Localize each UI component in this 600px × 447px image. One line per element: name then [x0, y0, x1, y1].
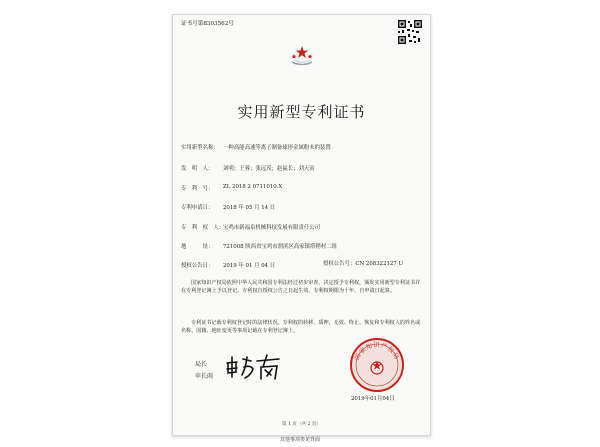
- official-seal-icon: [349, 337, 405, 393]
- qr-code-icon: [397, 19, 423, 45]
- field-label-inventors: 发 明 人：: [181, 166, 214, 172]
- field-value-address: 721008 陕西省宝鸡市渭滨区高家镇塔稍村二组: [223, 244, 337, 250]
- field-value-patentee: 宝鸡市新福泉机械科技发展有限责任公司: [223, 225, 321, 231]
- seal-date: 2019年01月04日: [351, 396, 395, 402]
- field-label-name: 实用新型名称：: [181, 145, 219, 151]
- certificate-paper: [172, 14, 431, 436]
- certificate-title: 实用新型专利证书: [237, 103, 366, 121]
- certificate-paragraph-2: 专利证书记载专利权登记时的法律状况。专利权的转移、质押、无效、终止、恢复和专利权人的姓名或名称、国籍、地址变更等事项记载在专利登记簿上。: [181, 320, 421, 335]
- field-value-inventors: 刘明；王蓉；张远茂；赵福长；刘天寅: [223, 166, 315, 172]
- field-label-grant-date: 授权公告日：: [181, 263, 214, 269]
- field-label-patent-number: 专 利 号：: [181, 186, 214, 192]
- national-emblem-icon: [289, 45, 315, 67]
- field-value-patent-number: ZL 2018 2 0711010.X: [223, 184, 283, 190]
- field-label-address: 地 址：: [181, 244, 214, 250]
- director-name: 申长雨: [195, 373, 214, 380]
- page-footer: 第 1 页（共 2 页）: [281, 422, 322, 427]
- certificate-number: 证书号第8303562号: [181, 21, 234, 27]
- field-value-filing-date: 2018 年 05 月 14 日: [223, 205, 276, 211]
- field-value-name: 一种高能高速等离子制备球形金属粉末的装置: [223, 145, 331, 151]
- director-title: 局长: [195, 361, 208, 368]
- field-label-patentee: 专 利 权 人：: [181, 225, 225, 231]
- director-signature: [223, 353, 283, 383]
- certificate-paragraph-1: 国家知识产权局依照中华人民共和国专利法经过初步审查，决定授予专利权，颁发实用新型专利证书并在专利登记簿上予以登记。专利权自授权公告之日起生效。专利权期限为十年，自申请日起算。: [181, 280, 421, 295]
- field-label-filing-date: 专利申请日：: [181, 205, 214, 211]
- field-value-grant-number: 授权公告号：CN 208322127 U: [323, 261, 404, 267]
- field-value-grant-date: 2019 年 01 月 04 日: [223, 263, 276, 269]
- back-note: 其他事项参见背面: [279, 437, 320, 443]
- svg-text:国家知识产权局: 国家知识产权局: [353, 342, 401, 362]
